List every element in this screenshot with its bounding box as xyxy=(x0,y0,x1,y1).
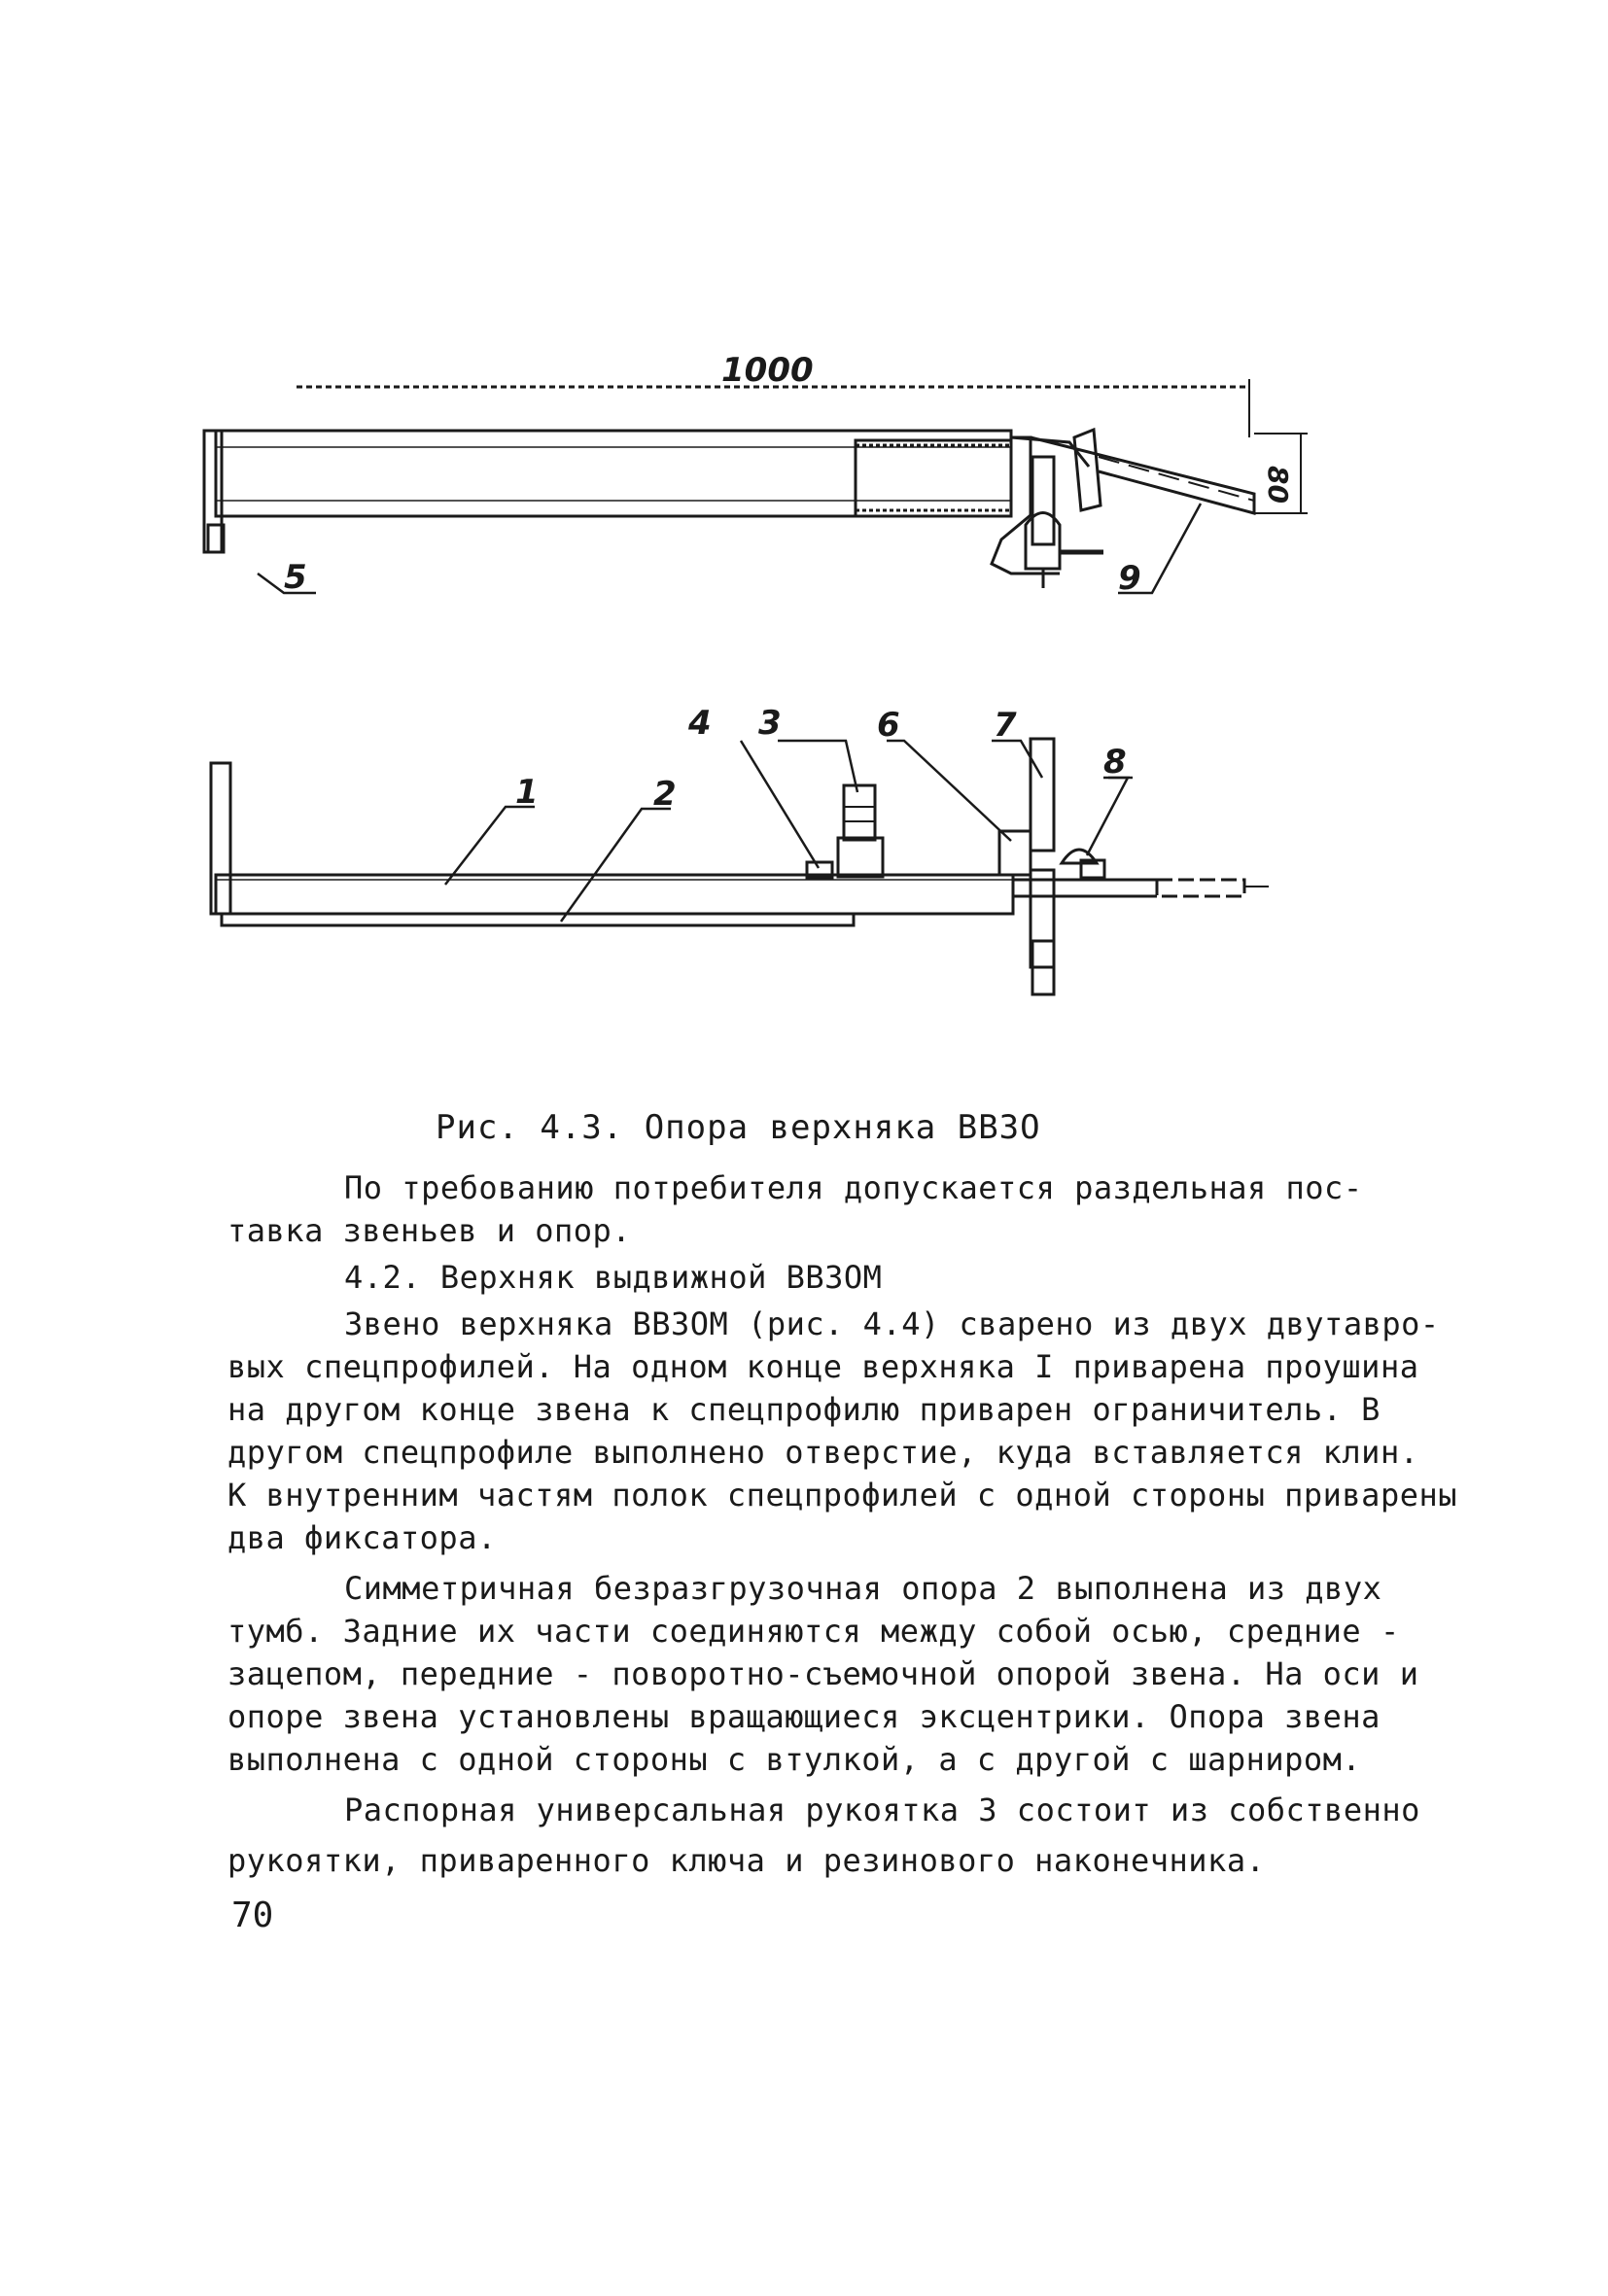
page-number: 70 xyxy=(231,1896,274,1935)
dimension-height-label: 80 xyxy=(1262,466,1294,504)
callout-2: 2 xyxy=(653,775,677,814)
technical-drawing xyxy=(0,0,1608,1089)
callout-5: 5 xyxy=(284,558,307,597)
text-line: тавка звеньев и опор. xyxy=(227,1212,632,1249)
text-line: вых спецпрофилей. На одном конце верхняка I приварена проушина xyxy=(227,1348,1419,1385)
text-line: выполнена с одной стороны с втулкой, а с другой с шарниром. xyxy=(227,1741,1362,1778)
callout-7: 7 xyxy=(994,706,1017,745)
text-line: два фиксатора. xyxy=(227,1519,497,1556)
callout-3: 3 xyxy=(758,704,782,743)
text-line: на другом конце звена к спецпрофилю приварен ограничитель. В xyxy=(227,1391,1381,1428)
callout-8: 8 xyxy=(1103,743,1127,782)
callout-1: 1 xyxy=(515,773,539,812)
figure-caption: Рис. 4.3. Опора верхняка ВВЗО xyxy=(436,1108,1041,1147)
text-line: опоре звена установлены вращающиеся эксцентрики. Опора звена xyxy=(227,1698,1381,1735)
callout-6: 6 xyxy=(877,706,900,745)
callout-4: 4 xyxy=(688,704,712,743)
top-view xyxy=(204,379,1308,593)
text-line: Звено верхняка ВВЗОМ (рис. 4.4) сварено из двух двутавро- xyxy=(344,1305,1440,1342)
paragraph-1 xyxy=(227,1166,1433,1252)
text-line: рукоятки, приваренного ключа и резинового наконечника. xyxy=(227,1842,1266,1879)
text-line: другом спецпрофиле выполнено отверстие, куда вставляется клин. xyxy=(227,1434,1419,1471)
text-line: По требованию потребителя допускается раздельная пос- xyxy=(344,1169,1363,1206)
heading-line: 4.2. Верхняк выдвижной ВВЗОМ xyxy=(344,1259,883,1296)
text-line: К внутренним частям полок спецпрофилей с одной стороны приварены xyxy=(227,1477,1457,1513)
text-line: Симметричная безразгрузочная опора 2 выполнена из двух xyxy=(344,1570,1382,1607)
text-line: зацепом, передние - поворотно-съемочной опорой звена. На оси и xyxy=(227,1655,1419,1692)
paragraph-4 xyxy=(227,1789,1433,1882)
text-line: Распорная универсальная рукоятка 3 состоит из собственно xyxy=(344,1792,1420,1828)
dimension-length-label: 1000 xyxy=(721,351,814,390)
paragraph-2 xyxy=(227,1303,1457,1559)
section-heading xyxy=(227,1256,1433,1299)
callout-9: 9 xyxy=(1118,559,1141,598)
body-text xyxy=(227,1166,1457,1886)
paragraph-3 xyxy=(227,1567,1433,1781)
text-line: тумб. Задние их части соединяются между собой осью, средние - xyxy=(227,1613,1400,1650)
